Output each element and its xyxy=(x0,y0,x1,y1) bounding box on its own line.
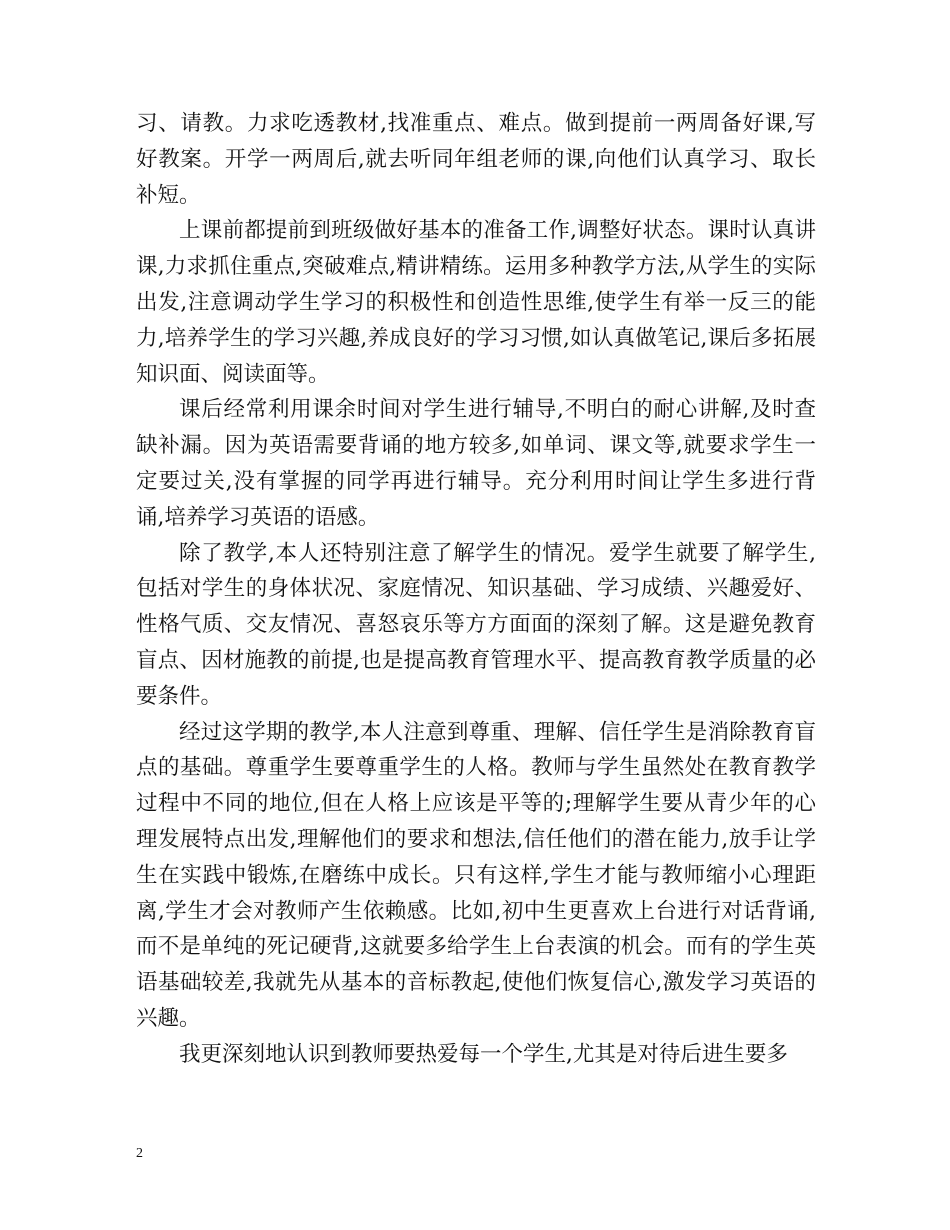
document-body xyxy=(136,106,816,1073)
paragraph: 我更深刻地认识到教师要热爱每一个学生,尤其是对待后进生要多 xyxy=(179,1041,788,1067)
paragraph-continued: 习、请教。力求吃透教材,找准重点、难点。做到提前一两周备好课,写好教案。开学一两周后,就去听同年组老师的课,向他们认真学习、取长补短。 xyxy=(136,111,816,208)
paragraph: 课后经常利用课余时间对学生进行辅导,不明白的耐心讲解,及时查缺补漏。因为英语需要背诵的地方较多,如单词、课文等,就要求学生一定要过关,没有掌握的同学再进行辅导。充分利用时间让学生多进行背诵,培养学习英语的语感。 xyxy=(136,397,816,530)
paragraph: 除了教学,本人还特别注意了解学生的情况。爱学生就要了解学生,包括对学生的身体状况、家庭情况、知识基础、学习成绩、兴趣爱好、性格气质、交友情况、喜怒哀乐等方方面面的深刻了解。这是避免教育盲点、因材施教的前提,也是提高教育管理水平、提高教育教学质量的必要条件。 xyxy=(136,540,816,709)
paragraph: 经过这学期的教学,本人注意到尊重、理解、信任学生是消除教育盲点的基础。尊重学生要尊重学生的人格。教师与学生虽然处在教育教学过程中不同的地位,但在人格上应该是平等的;理解学生要从青少年的心理发展特点出发,理解他们的要求和想法,信任他们的潜在能力,放手让学生在实践中锻炼,在磨练中成长。只有这样,学生才能与教师缩小心理距离,学生才会对教师产生依赖感。比如,初中生更喜欢上台进行对话背诵,而不是单纯的死记硬背,这就要多给学生上台表演的机会。而有的学生英语基础较差,我就先从基本的音标教起,使他们恢复信心,激发学习英语的兴趣。 xyxy=(136,719,816,1031)
paragraph: 上课前都提前到班级做好基本的准备工作,调整好状态。课时认真讲课,力求抓住重点,突破难点,精讲精练。运用多种教学方法,从学生的实际出发,注意调动学生学习的积极性和创造性思维,使学生有举一反三的能力,培养学生的学习兴趣,养成良好的学习习惯,如认真做笔记,课后多拓展知识面、阅读面等。 xyxy=(136,218,816,387)
page-number: 2 xyxy=(136,1146,143,1161)
